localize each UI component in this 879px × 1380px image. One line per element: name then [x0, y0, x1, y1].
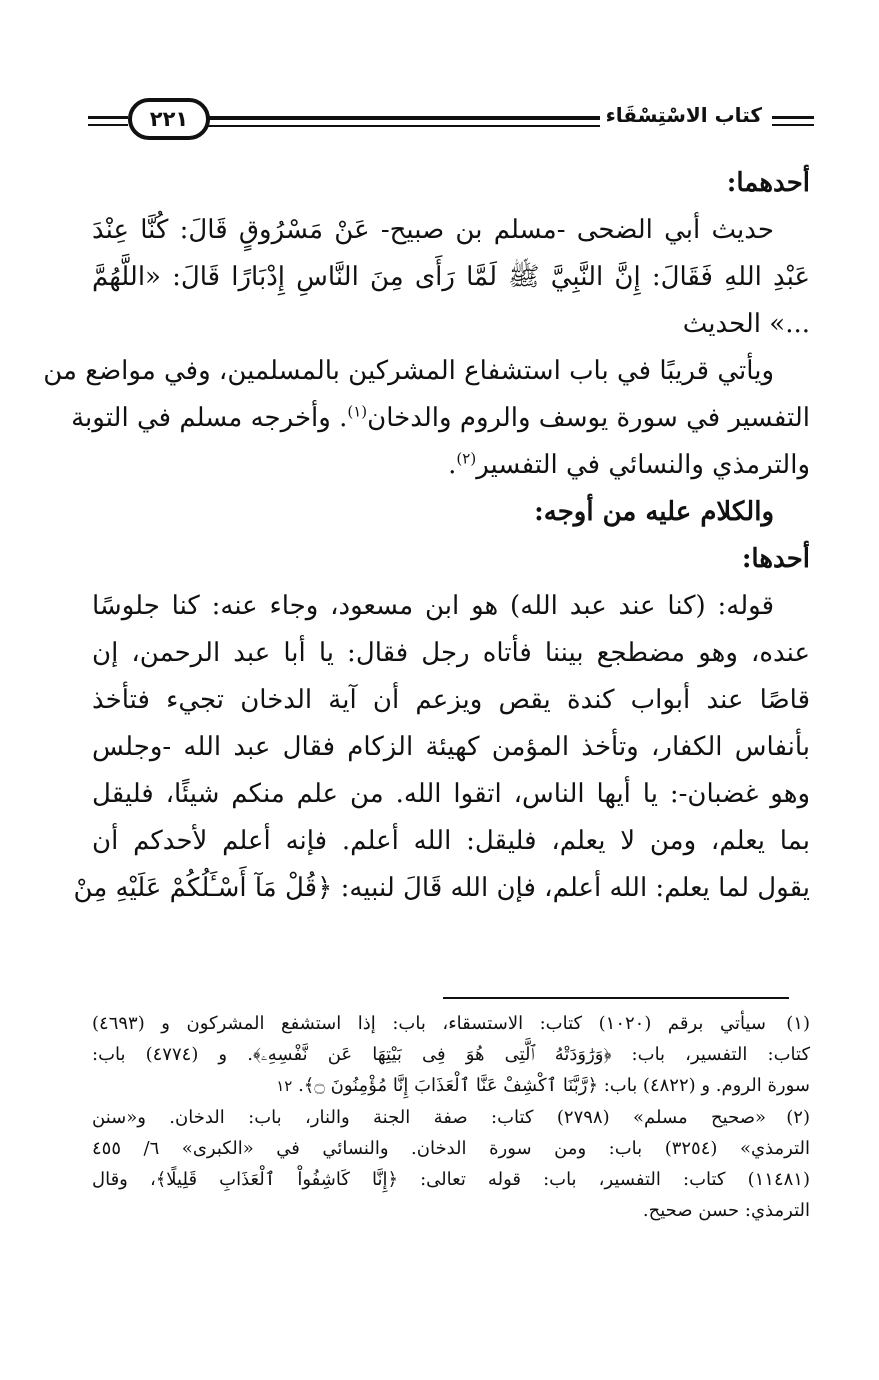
text-segment: . وأخرجه مسلم في التوبة — [71, 403, 348, 433]
text-segment: . — [448, 450, 457, 480]
footnote-line: كتاب: التفسير، باب: ﴿وَرَٰوَدَتْهُ ٱلَّتِى هُوَ فِى بَيْتِهَا عَن نَّفْسِهِۦ﴾. و (٤٧٧٤) باب: — [92, 1044, 811, 1065]
text-line: بما يعلم، ومن لا يعلم، فليقل: الله أعلم. فإنه أعلم لأحدكم أن — [92, 826, 810, 856]
text-line — [71, 395, 810, 442]
footnote-line: الترمذي: حسن صحيح. — [642, 1200, 810, 1221]
footnote-line: «صحيح مسلم» (٢٧٩٨) كتاب: صفة الجنة والنار، باب: الدخان. و«سنن — [92, 1107, 766, 1128]
text-line: قوله: (كنا عند عبد الله) هو ابن مسعود، وجاء عنه: كنا جلوسًا — [92, 591, 774, 621]
header-rule — [772, 116, 814, 119]
footnotes — [92, 1008, 810, 1226]
text-line: حديث أبي الضحى -مسلم بن صبيح- عَنْ مَسْرُوقٍ قَالَ: كُنَّا عِنْدَ — [92, 215, 774, 245]
footnote-ref[interactable]: (١) — [347, 402, 368, 421]
text-line: وهو غضبان-: يا أيها الناس، اتقوا الله. من علم منكم شيئًا، فليقل — [92, 779, 810, 809]
footnote-number: (٢) — [786, 1107, 810, 1128]
text-segment: والترمذي والنسائي في التفسير — [476, 450, 810, 480]
section-heading: أحدها: — [741, 544, 810, 574]
page-header — [88, 96, 814, 146]
section-heading: أحدهما: — [726, 168, 810, 198]
text-line — [92, 442, 810, 489]
footnote-2 — [92, 1102, 810, 1226]
text-segment: التفسير في سورة يوسف والروم والدخان — [367, 403, 810, 433]
footnote-number: (١) — [786, 1013, 810, 1034]
text-line: ...» الحديث — [682, 309, 810, 339]
verse-number-marker: ١٢ — [276, 1077, 293, 1095]
footnote-line: الترمذي» (٣٢٥٤) باب: ومن سورة الدخان. والنسائي في «الكبرى» ٦/ ٤٥٥ — [92, 1138, 810, 1159]
text-segment: سورة الروم. و (٤٨٢٢) باب: ﴿رَّبَّنَا ٱكْشِفْ عَنَّا ٱلْعَذَابَ إِنَّا مُؤْمِنُونَ ۝﴾. — [298, 1075, 810, 1096]
running-title: كتاب الاسْتِسْقَاء — [600, 103, 768, 127]
footnote-ref[interactable]: (٢) — [456, 449, 477, 468]
header-rule — [88, 116, 128, 119]
header-rule — [208, 125, 604, 127]
main-text — [43, 160, 810, 912]
page-number-frame — [128, 98, 210, 140]
page-number: ٢٢١ — [149, 107, 189, 131]
text-line: عنده، وهو مضطجع بيننا فأتاه رجل فقال: يا أبا عبد الرحمن، إن — [92, 638, 810, 668]
text-line: يقول لما يعلم: الله أعلم، فإن الله قَالَ لنبيه: ﴿قُلْ مَآ أَسْـَٔلُكُمْ عَلَيْهِ مِنْ — [73, 873, 810, 903]
text-line: قاصًا عند أبواب كندة يقص ويزعم أن آية الدخان تجيء فتأخذ — [92, 685, 810, 715]
header-rule — [88, 124, 128, 126]
footnote-line — [92, 1070, 810, 1102]
footnote-line: (١١٤٨١) كتاب: التفسير، باب: قوله تعالى: ﴿إِنَّا كَاشِفُواْ ٱلْعَذَابِ قَلِيلًا﴾، وقال — [92, 1169, 810, 1190]
header-rule — [208, 116, 604, 120]
footnote-1 — [92, 1008, 810, 1102]
footnote-line: سيأتي برقم (١٠٢٠) كتاب: الاستسقاء، باب: إذا استشفع المشركون و (٤٦٩٣) — [92, 1013, 766, 1034]
text-line: بأنفاس الكفار، وتأخذ المؤمن كهيئة الزكام فقال عبد الله -وجلس — [92, 732, 810, 762]
section-heading: والكلام عليه من أوجه: — [534, 497, 774, 527]
footnote-separator — [443, 997, 789, 999]
text-line: عَبْدِ اللهِ فَقَالَ: إِنَّ النَّبِيَّ ﷺ لَمَّا رَأَى مِنَ النَّاسِ إِدْبَارًا قَالَ: «اللَّهُمَّ — [92, 262, 810, 292]
text-line: ويأتي قريبًا في باب استشفاع المشركين بالمسلمين، وفي مواضع من — [43, 356, 774, 386]
header-rule — [772, 124, 814, 126]
